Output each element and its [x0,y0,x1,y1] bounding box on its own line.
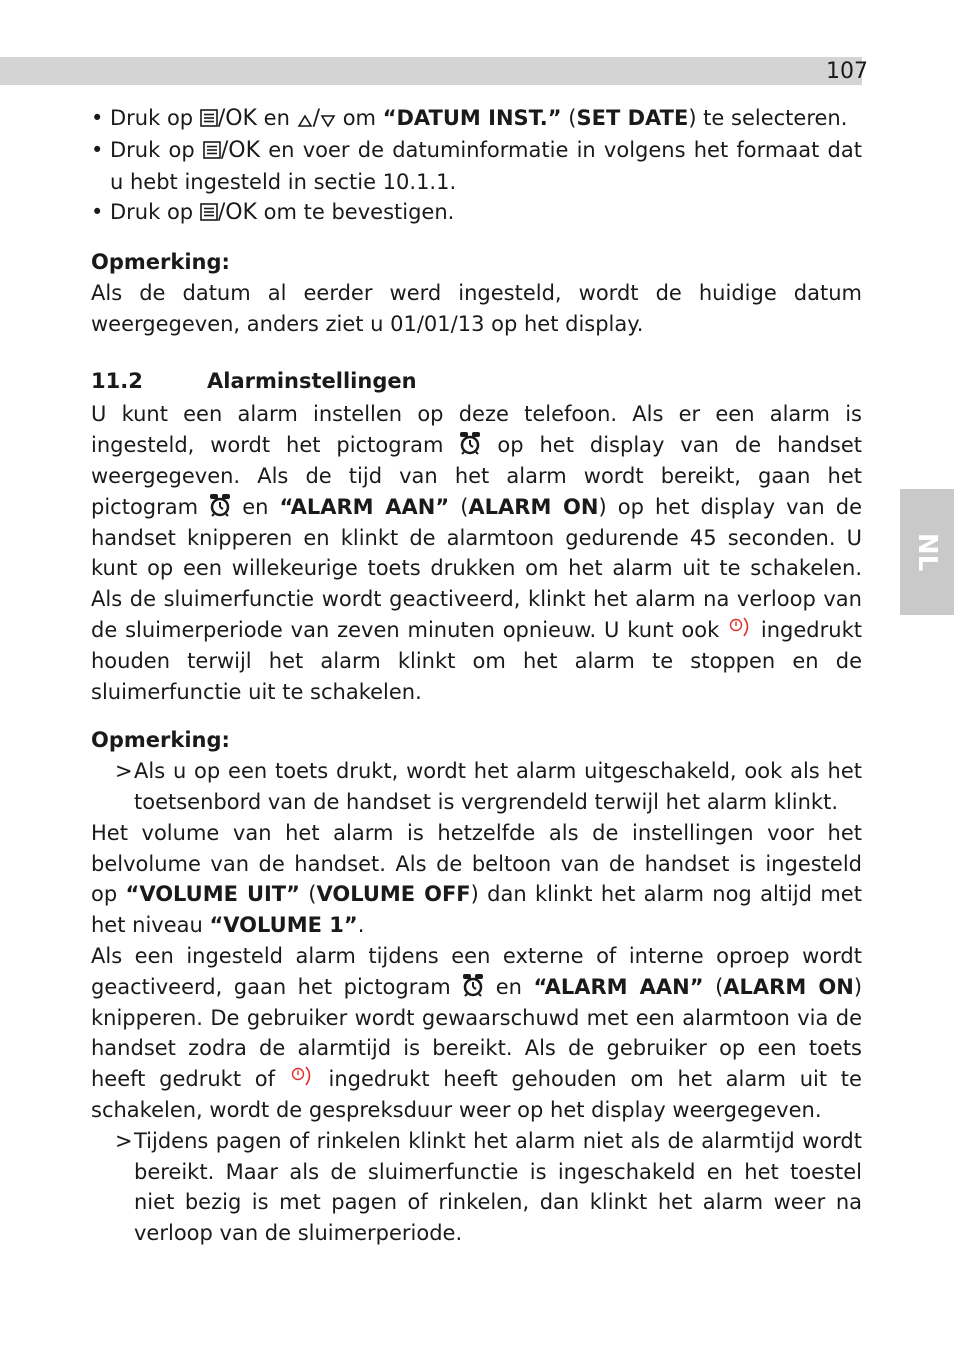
language-tab [900,489,954,615]
alarm-clock-icon [209,493,231,517]
note-item: > Als u op een toets drukt, wordt het alarm uitgeschakeld, ook als het toetsenbord van de handset is vergrendeld terwijl het alarm klinkt. [91,756,862,818]
arrow-down-icon [320,114,336,128]
section-number: 11.2 [91,368,143,393]
bullet-enter-date: • Druk op /OK en voer de datuminformatie in volgens het formaat dat u hebt ingesteld in sectie 10.1.1. [91,135,862,198]
menu-ok-key: /OK [200,106,257,131]
page-number: 107 [826,59,868,84]
note-item: > Tijdens pagen of rinkelen klinkt het alarm niet als de alarmtijd wordt bereikt. Maar als de sluimerfunctie is ingeschakeld en het toestel niet bezig is met pagen of rinkelen, dan klinkt het alarm weer na verloop van de sluimerperiode. [91,1126,862,1249]
section-heading [91,366,862,397]
menu-ok-key: /OK [203,138,260,163]
page-content [91,103,862,1249]
menu-icon [203,141,221,159]
up-down-key: / [297,106,336,131]
end-call-key-icon [727,616,753,640]
volume-paragraph: Het volume van het alarm is hetzelfde als de instellingen voor het belvolume van de handset. Als de beltoon van de handset is ingesteld op “VOLUME UIT” (VOLUME OFF) dan klinkt het alarm nog altijd met het niveau “VOLUME 1”. [91,820,862,938]
arrow-up-icon [297,114,313,128]
note-heading: Opmerking: [91,250,230,275]
alarm-clock-icon [462,973,484,997]
language-tab-label: NL [912,532,942,572]
menu-icon [200,203,218,221]
bullet-select-date: • Druk op /OK en / om “DATUM INST.” (SET DATE) te selecteren. [91,103,862,135]
bullet-confirm: • Druk op /OK om te bevestigen. [91,197,862,229]
section-title: Alarminstellingen [207,368,417,393]
end-call-key-icon [289,1065,315,1089]
note-text: Als de datum al eerder werd ingesteld, wordt de huidige datum weergegeven, anders ziet u 01/01/13 op het display. [91,280,862,336]
alarm-paragraph: U kunt een alarm instellen op deze telefoon. Als er een alarm is ingesteld, wordt het pictogram op het display van de handset weergegeven. Als de tijd van het alarm wordt bereikt, gaan het pictogram en “ALARM AAN” (ALARM ON) op het display van de handset knipperen en klinkt de alarmtoon gedurende 45 seconden. U kunt op een willekeurige toets drukken om het alarm uit te schakelen. Als de sluimerfunctie wordt geactiveerd, klinkt het alarm na verloop van de sluimerperiode van zeven minuten opnieuw. U kunt ook ingedrukt houden terwijl het alarm klinkt om het alarm te stoppen en de sluimerfunctie uit te schakelen. [91,402,862,704]
menu-ok-key: /OK [200,200,257,225]
header-bar [0,57,862,85]
alarm-clock-icon [459,431,481,455]
menu-icon [200,109,218,127]
note-heading: Opmerking: [91,728,230,753]
call-alarm-paragraph: Als een ingesteld alarm tijdens een externe of interne oproep wordt geactiveerd, gaan het pictogram en “ALARM AAN” (ALARM ON) knipperen. De gebruiker wordt gewaarschuwd met een alarmtoon via de handset zodra de alarmtijd is bereikt. Als de gebruiker op een toets heeft gedrukt of ingedrukt heeft gehouden om het alarm uit te schakelen, wordt de gespreksduur weer op het display weergegeven. [91,943,863,1122]
